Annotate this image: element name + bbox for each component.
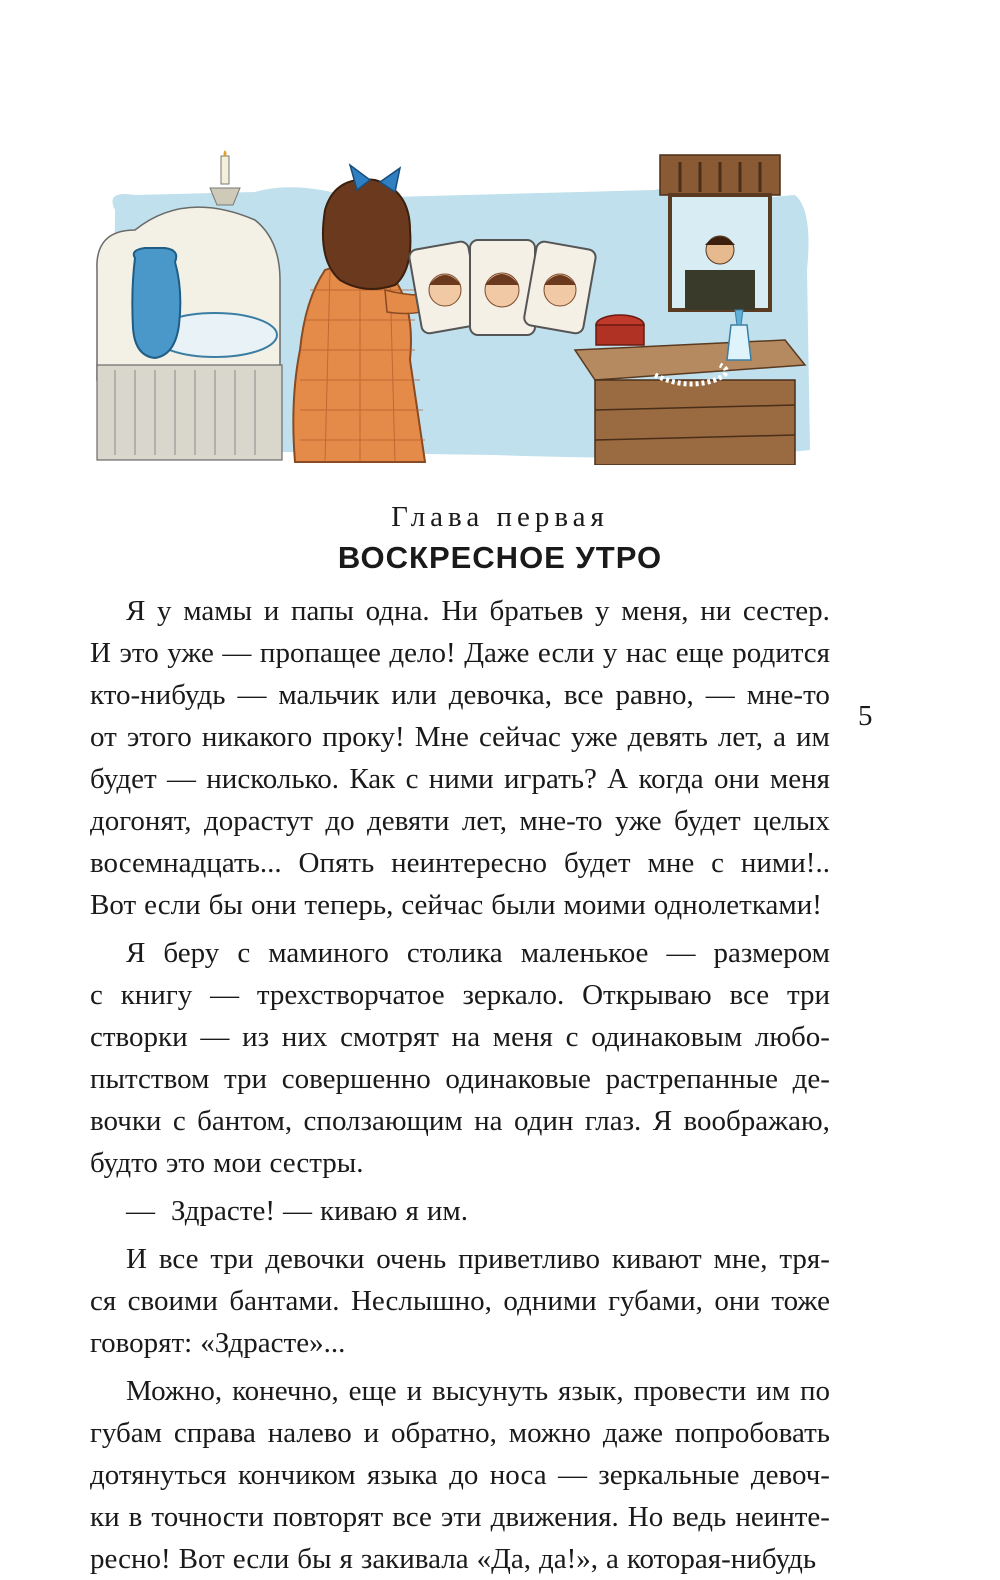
- chapter-illustration: [95, 150, 815, 465]
- text-line: ки в точности повторят все эти движения. Но ведь неинте-: [90, 1501, 830, 1533]
- text-line: Можно, конечно, еще и высунуть язык, провести им по: [126, 1375, 830, 1407]
- water-pitcher: [132, 248, 180, 358]
- text-line: будет — нисколько. Как с ними играть? А когда они меня: [90, 763, 830, 795]
- text-line: ся своими бантами. Неслышно, одними губами, они тоже: [90, 1285, 830, 1317]
- text-line: И это уже — пропащее дело! Даже если у нас еще родится: [90, 637, 830, 669]
- text-line: Я у мамы и папы одна. Ни братьев у меня, ни сестер.: [126, 595, 830, 627]
- text-line: с книгу — трехстворчатое зеркало. Открываю все три: [90, 979, 830, 1011]
- text-line: кто-нибудь — мальчик или девочка, все равно, — мне-то: [90, 679, 830, 711]
- text-line: пытством три совершенно одинаковые растрепанные де-: [90, 1063, 830, 1095]
- page-margin-number: 5: [858, 700, 873, 732]
- dresser-body: [595, 380, 795, 465]
- text-line: вочки с бантом, сползающим на один глаз. Я воображаю,: [90, 1105, 830, 1137]
- text-line: догонят, дорастут до девяти лет, мне-то уже будет целых: [90, 805, 830, 837]
- text-line: Вот если бы они теперь, сейчас были моими однолетками!: [90, 889, 822, 921]
- text-line: восемнадцать... Опять неинтересно будет мне с ними!..: [90, 847, 830, 879]
- chapter-text: [90, 590, 830, 1580]
- text-line: будто это мои сестры.: [90, 1147, 364, 1179]
- text-line: — Здрасте! — киваю я им.: [126, 1195, 468, 1227]
- girl-hair: [323, 179, 410, 289]
- girl-with-mirror-illustration-icon: [95, 150, 815, 465]
- perfume-bottle: [727, 325, 751, 360]
- candle: [221, 156, 229, 184]
- text-line: от этого никакого проку! Мне сейчас уже девять лет, а им: [90, 721, 830, 753]
- chapter-title: ВОСКРЕСНОЕ УТРО: [337, 540, 663, 575]
- text-line: створки — из них смотрят на меня с одинаковым любо-: [90, 1021, 830, 1053]
- text-line: дотянуться кончиком языка до носа — зеркальные девоч-: [90, 1459, 830, 1491]
- chapter-label: Глава первая: [391, 501, 609, 533]
- text-line: Я беру с маминого столика маленькое — размером: [126, 937, 830, 969]
- text-line: говорят: «Здрасте»...: [90, 1327, 346, 1359]
- bed-base: [97, 365, 282, 460]
- text-line: губам справа налево и обратно, можно даже попробовать: [90, 1417, 830, 1449]
- text-line: И все три девочки очень приветливо кивают мне, тря-: [126, 1243, 830, 1275]
- text-line: ресно! Вот если бы я закивала «Да, да!», а которая-нибудь: [90, 1543, 817, 1575]
